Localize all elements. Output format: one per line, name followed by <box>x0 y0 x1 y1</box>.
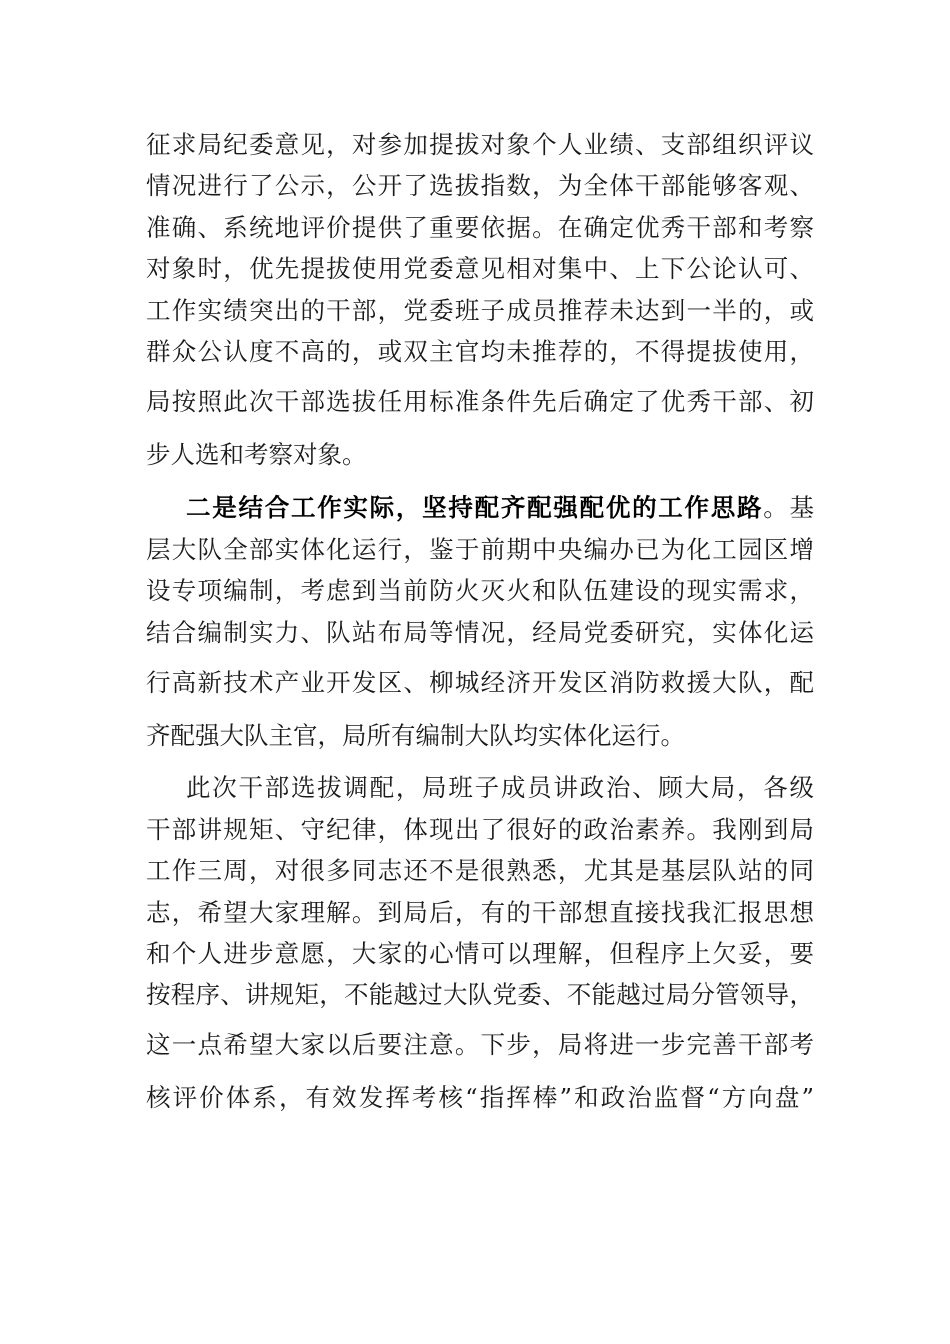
paragraph-2-line-1 <box>186 493 814 523</box>
paragraph-2-lead-rest: 。基 <box>763 493 815 522</box>
paragraph-3-line-6: 按程序、讲规矩，不能越过大队党委、不能越过局分管领导， <box>146 980 814 1009</box>
paragraph-3-line-3: 工作三周，对很多同志还不是很熟悉，尤其是基层队站的同 <box>146 856 814 885</box>
paragraph-3-line-8: 核评价体系，有效发挥考核“指挥棒”和政治监督“方向盘” <box>146 1083 814 1112</box>
paragraph-3-line-7: 这一点希望大家以后要注意。下步，局将进一步完善干部考 <box>146 1030 814 1059</box>
paragraph-2-line-4: 结合编制实力、队站布局等情况，经局党委研究，实体化运 <box>146 618 814 647</box>
paragraph-2-line-2: 层大队全部实体化运行，鉴于前期中央编办已为化工园区增 <box>146 535 814 564</box>
paragraph-3-line-2: 干部讲规矩、守纪律，体现出了很好的政治素养。我刚到局 <box>146 815 814 844</box>
paragraph-1-line-7: 局按照此次干部选拔任用标准条件先后确定了优秀干部、初 <box>146 387 814 416</box>
paragraph-3-line-4: 志，希望大家理解。到局后，有的干部想直接找我汇报思想 <box>146 898 814 927</box>
paragraph-2-line-3: 设专项编制，考虑到当前防火灭火和队伍建设的现实需求， <box>146 576 814 605</box>
paragraph-2-bold-lead: 二是结合工作实际，坚持配齐配强配优的工作思路 <box>186 493 764 522</box>
paragraph-2-line-6: 齐配强大队主官，局所有编制大队均实体化运行。 <box>146 721 685 750</box>
paragraph-1-line-1: 征求局纪委意见，对参加提拔对象个人业绩、支部组织评议 <box>146 130 814 159</box>
paragraph-1-line-4: 对象时，优先提拔使用党委意见相对集中、上下公论认可、 <box>146 254 814 283</box>
paragraph-3-line-5: 和个人进步意愿，大家的心情可以理解，但程序上欠妥，要 <box>146 939 814 968</box>
paragraph-1-line-3: 准确、系统地评价提供了重要依据。在确定优秀干部和考察 <box>146 213 814 242</box>
paragraph-3-line-1: 此次干部选拔调配，局班子成员讲政治、顾大局，各级 <box>186 773 814 802</box>
paragraph-1-line-6: 群众公认度不高的，或双主官均未推荐的，不得提拔使用， <box>146 337 814 366</box>
paragraph-1-line-5: 工作实绩突出的干部，党委班子成员推荐未达到一半的，或 <box>146 296 814 325</box>
paragraph-2-line-5: 行高新技术产业开发区、柳城经济开发区消防救援大队，配 <box>146 668 814 697</box>
paragraph-1-line-2: 情况进行了公示，公开了选拔指数，为全体干部能够客观、 <box>146 171 814 200</box>
paragraph-1-line-8: 步人选和考察对象。 <box>146 440 367 469</box>
